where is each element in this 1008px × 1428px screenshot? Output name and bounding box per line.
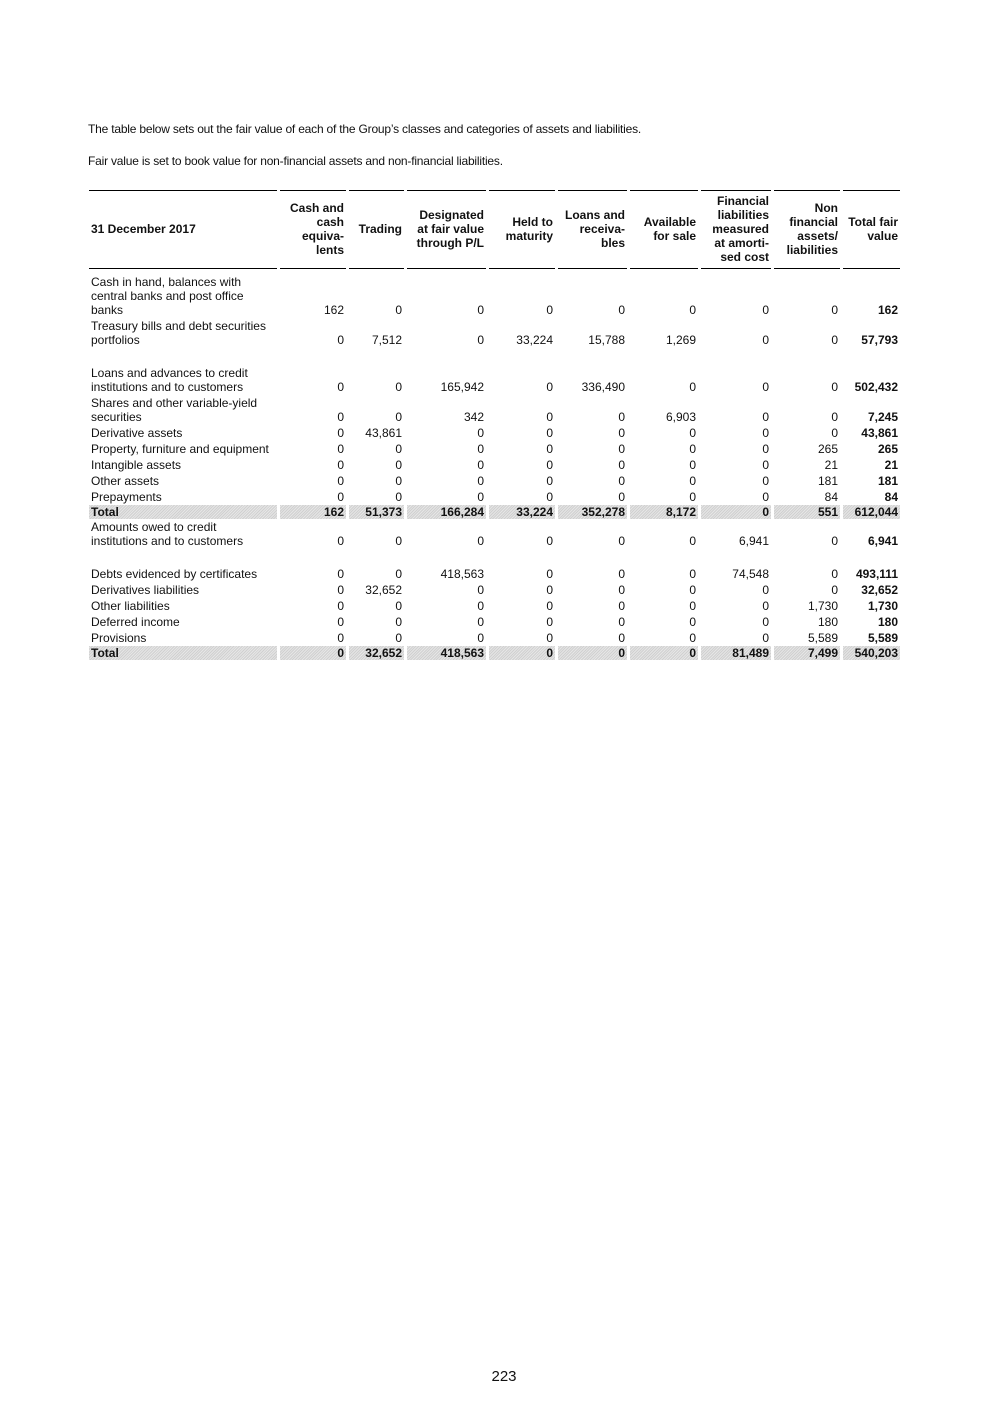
total-fair-value-cell: 502,432 (854, 380, 898, 394)
table-cell: 0 (280, 646, 346, 660)
total-fair-value-cell: 265 (877, 442, 898, 456)
table-cell: 33,224 (516, 333, 553, 347)
table-cell: 551 (774, 505, 840, 519)
row-label: Loans and advances to credit institutions and to customers (91, 366, 248, 394)
row-label: Provisions (91, 631, 147, 645)
table-cell: 0 (395, 303, 402, 317)
table-cell: 0 (546, 490, 553, 504)
table-cell: 0 (337, 599, 344, 613)
table-cell: 0 (546, 442, 553, 456)
row-label: Deferred income (91, 615, 180, 629)
table-cell: 0 (337, 567, 344, 581)
table-cell: 0 (395, 599, 402, 613)
table-cell: 418,563 (407, 646, 486, 660)
table-cell: 0 (546, 426, 553, 440)
table-cell: 1,730 (807, 599, 838, 613)
table-cell: 0 (395, 380, 402, 394)
table-cell: 6,941 (738, 534, 769, 548)
table-cell: 0 (477, 458, 484, 472)
row-label: Prepayments (91, 490, 162, 504)
table-cell: 0 (762, 474, 769, 488)
table-cell: 0 (477, 333, 484, 347)
table-cell: 0 (762, 458, 769, 472)
row-label: Derivative assets (91, 426, 183, 440)
table-cell: 0 (477, 534, 484, 548)
table-row (89, 473, 900, 489)
header-designated-fvpl: Designated at fair value through P/L (407, 190, 486, 269)
table-cell: 0 (762, 631, 769, 645)
table-cell: 84 (824, 490, 838, 504)
table-cell: 0 (546, 599, 553, 613)
table-cell: 0 (477, 490, 484, 504)
table-cell: 0 (337, 534, 344, 548)
table-cell: 0 (618, 426, 625, 440)
table-cell: 0 (762, 615, 769, 629)
header-held-to-maturity: Held to maturity (489, 190, 555, 269)
table-row (89, 598, 900, 614)
table-cell: 0 (689, 567, 696, 581)
table-cell: 0 (762, 410, 769, 424)
table-cell: 0 (762, 442, 769, 456)
table-cell: 81,489 (701, 646, 771, 660)
table-cell: 7,499 (774, 646, 840, 660)
table-row (89, 489, 900, 505)
table-cell: 0 (477, 303, 484, 317)
table-cell: 0 (395, 631, 402, 645)
table-cell: 0 (618, 474, 625, 488)
table-cell: 0 (618, 442, 625, 456)
table-cell: 0 (689, 490, 696, 504)
table-cell: 0 (689, 583, 696, 597)
table-cell: 15,788 (588, 333, 625, 347)
table-cell: 0 (689, 599, 696, 613)
table-cell: 336,490 (581, 380, 625, 394)
table-cell: 0 (477, 631, 484, 645)
liabilities-total-row (89, 646, 900, 660)
table-cell: 0 (689, 426, 696, 440)
total-fair-value-cell: 181 (877, 474, 898, 488)
table-cell: 0 (337, 426, 344, 440)
table-cell: 0 (689, 303, 696, 317)
table-cell: 0 (546, 410, 553, 424)
table-cell: 0 (395, 615, 402, 629)
table-cell: 0 (337, 631, 344, 645)
table-cell: 0 (477, 426, 484, 440)
table-cell: 0 (546, 303, 553, 317)
table-row (89, 318, 900, 348)
table-row (89, 269, 900, 318)
table-row (89, 395, 900, 425)
table-cell: 0 (831, 333, 838, 347)
row-label: Other assets (91, 474, 160, 488)
header-amortised-cost-liabilities: Financial liabilities measured at amorti-sed cost (701, 190, 771, 269)
header-cash-equivalents: Cash and cash equiva-lents (280, 190, 346, 269)
row-label: Shares and other variable-yield securities (91, 396, 258, 424)
table-cell: 0 (831, 380, 838, 394)
table-cell: 0 (546, 458, 553, 472)
table-cell: 0 (558, 646, 627, 660)
table-cell: 21 (824, 458, 838, 472)
table-cell: 74,548 (732, 567, 769, 581)
table-row (89, 348, 900, 395)
table-cell: 0 (546, 380, 553, 394)
page-number: 223 (491, 1368, 517, 1385)
table-cell: 352,278 (558, 505, 627, 519)
table-cell: 0 (831, 426, 838, 440)
total-fair-value-cell: 43,861 (861, 426, 898, 440)
total-fair-value-cell: 32,652 (861, 583, 898, 597)
assets-total-row (89, 505, 900, 519)
table-cell: 0 (337, 474, 344, 488)
table-cell: 0 (477, 474, 484, 488)
table-cell: 51,373 (349, 505, 404, 519)
table-cell: 0 (831, 303, 838, 317)
table-cell: 0 (395, 458, 402, 472)
table-cell: 0 (546, 474, 553, 488)
table-cell: 0 (701, 505, 771, 519)
table-cell: 0 (477, 615, 484, 629)
table-cell: 0 (395, 474, 402, 488)
table-cell: 0 (618, 458, 625, 472)
table-cell: 0 (546, 631, 553, 645)
table-cell: 0 (689, 380, 696, 394)
table-cell: 0 (618, 583, 625, 597)
total-fair-value-cell: 1,730 (867, 599, 898, 613)
table-header-row (89, 190, 900, 269)
table-cell: 0 (762, 303, 769, 317)
table-cell: 32,652 (349, 646, 404, 660)
table-cell: 0 (762, 333, 769, 347)
table-cell: 0 (395, 442, 402, 456)
table-cell: 162 (280, 505, 346, 519)
table-cell: 32,652 (365, 583, 402, 597)
table-cell: 162 (323, 303, 344, 317)
table-cell: 0 (618, 615, 625, 629)
table-cell: 0 (689, 631, 696, 645)
table-cell: 418,563 (440, 567, 484, 581)
row-label: Debts evidenced by certificates (91, 567, 258, 581)
table-cell: 0 (618, 410, 625, 424)
table-cell: 0 (762, 599, 769, 613)
table-row (89, 630, 900, 646)
table-cell: 265 (817, 442, 838, 456)
row-label: Derivatives liabilities (91, 583, 200, 597)
table-cell: 0 (831, 534, 838, 548)
table-cell: 0 (618, 303, 625, 317)
table-cell: 0 (477, 442, 484, 456)
intro-text-line-1: The table below sets out the fair value of each of the Group’s classes and categories of assets and liabilities. (88, 122, 642, 136)
table-cell: 0 (630, 646, 698, 660)
table-cell: 0 (337, 490, 344, 504)
row-label: Treasury bills and debt securities portfolios (91, 319, 266, 347)
table-row (89, 441, 900, 457)
table-cell: 0 (689, 474, 696, 488)
table-cell: 0 (546, 583, 553, 597)
table-cell: 0 (689, 615, 696, 629)
table-cell: 0 (618, 490, 625, 504)
table-cell: 181 (817, 474, 838, 488)
table-cell: 0 (689, 442, 696, 456)
table-cell: 0 (618, 599, 625, 613)
table-cell: 0 (477, 599, 484, 613)
row-label: Property, furniture and equipment (91, 442, 269, 456)
header-total-fair-value: Total fair value (843, 190, 900, 269)
table-cell: 0 (395, 567, 402, 581)
table-cell: 0 (337, 458, 344, 472)
table-cell: 166,284 (407, 505, 486, 519)
table-cell: 6,903 (665, 410, 696, 424)
total-fair-value-cell: 7,245 (867, 410, 898, 424)
table-row (89, 457, 900, 473)
table-cell: 0 (762, 490, 769, 504)
table-cell: 0 (477, 583, 484, 597)
total-fair-value-cell: 21 (884, 458, 898, 472)
table-cell: 0 (337, 615, 344, 629)
table-cell: 33,224 (489, 505, 555, 519)
table-cell: 342 (463, 410, 484, 424)
total-fair-value-cell: 612,044 (843, 505, 900, 519)
table-row (89, 614, 900, 630)
total-fair-value-cell: 162 (877, 303, 898, 317)
table-cell: 0 (689, 534, 696, 548)
total-fair-value-cell: 5,589 (867, 631, 898, 645)
table-cell: 0 (546, 615, 553, 629)
header-available-for-sale: Available for sale (630, 190, 698, 269)
table-cell: 0 (337, 333, 344, 347)
total-fair-value-cell: 493,111 (855, 567, 898, 581)
table-cell: 0 (618, 567, 625, 581)
row-label: Total (89, 505, 277, 519)
table-cell: 0 (546, 534, 553, 548)
table-cell: 0 (831, 583, 838, 597)
table-cell: 0 (337, 410, 344, 424)
total-fair-value-cell: 180 (877, 615, 898, 629)
header-trading: Trading (349, 190, 404, 269)
table-row (89, 519, 900, 549)
table-cell: 1,269 (665, 333, 696, 347)
table-cell: 0 (395, 490, 402, 504)
table-cell: 0 (618, 631, 625, 645)
table-cell: 0 (618, 534, 625, 548)
table-cell: 0 (762, 426, 769, 440)
table-cell: 0 (395, 534, 402, 548)
table-cell: 0 (831, 410, 838, 424)
row-label: Intangible assets (91, 458, 182, 472)
row-label: Cash in hand, balances with central banks and post office banks (91, 275, 244, 317)
fair-value-table (86, 190, 903, 660)
table-cell: 0 (689, 458, 696, 472)
total-fair-value-cell: 6,941 (867, 534, 898, 548)
intro-text-line-2: Fair value is set to book value for non-financial assets and non-financial liabilities. (88, 154, 503, 168)
table-row (89, 549, 900, 582)
row-label: Other liabilities (91, 599, 170, 613)
table-cell: 43,861 (365, 426, 402, 440)
table-cell: 5,589 (807, 631, 838, 645)
total-fair-value-cell: 57,793 (861, 333, 898, 347)
table-cell: 0 (831, 567, 838, 581)
table-cell: 0 (337, 380, 344, 394)
table-cell: 165,942 (440, 380, 484, 394)
table-cell: 180 (817, 615, 838, 629)
table-cell: 0 (546, 567, 553, 581)
header-non-financial: Non financial assets/ liabilities (774, 190, 840, 269)
row-label: Total (89, 646, 277, 660)
table-cell: 0 (337, 442, 344, 456)
total-fair-value-cell: 84 (884, 490, 898, 504)
total-fair-value-cell: 540,203 (843, 646, 900, 660)
header-loans-receivables: Loans and receiva-bles (558, 190, 627, 269)
table-cell: 8,172 (630, 505, 698, 519)
table-cell: 0 (395, 410, 402, 424)
row-label: Amounts owed to credit institutions and to customers (91, 520, 244, 548)
table-cell: 0 (337, 583, 344, 597)
table-row (89, 425, 900, 441)
table-cell: 0 (762, 583, 769, 597)
table-cell: 0 (762, 380, 769, 394)
header-period: 31 December 2017 (89, 190, 277, 269)
table-row (89, 582, 900, 598)
table-cell: 0 (489, 646, 555, 660)
table-cell: 7,512 (371, 333, 402, 347)
